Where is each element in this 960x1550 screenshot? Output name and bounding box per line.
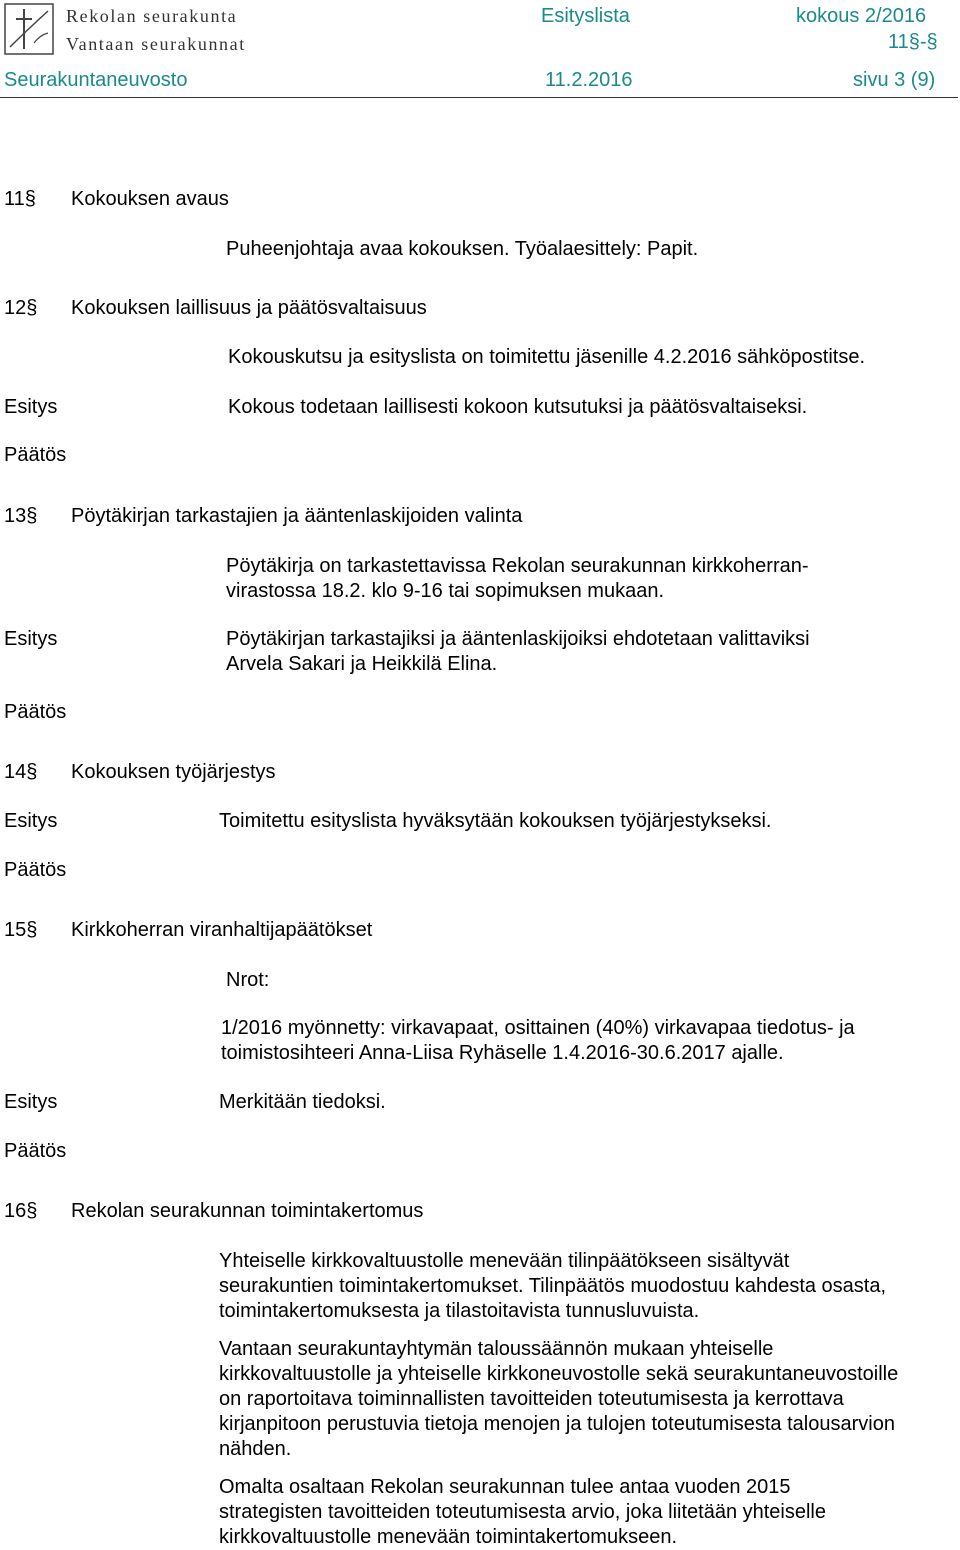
section-text-line: Pöytäkirja on tarkastettavissa Rekolan seurakunnan kirkkoherran-: [226, 555, 809, 577]
esitys-text: Toimitettu esityslista hyväksytään kokouksen työjärjestykseksi.: [219, 810, 772, 832]
section-number: 13§: [4, 505, 38, 527]
section-title: Kokouksen laillisuus ja päätösvaltaisuus: [71, 297, 427, 319]
section-body: [219, 1249, 899, 1550]
esitys-text-line: Arvela Sakari ja Heikkilä Elina.: [226, 653, 498, 675]
paragraph-range: 11§-§: [888, 31, 938, 53]
org-name-line2: Vantaan seurakunnat: [66, 34, 246, 54]
church-logo-icon: [4, 3, 54, 55]
section-title: Kokouksen työjärjestys: [71, 761, 276, 783]
paatos-label: Päätös: [4, 859, 67, 881]
paatos-label: Päätös: [4, 444, 67, 466]
org-name-line1: Rekolan seurakunta: [66, 6, 238, 26]
section-number: 12§: [4, 297, 38, 319]
section-text-line: 1/2016 myönnetty: virkavapaat, osittainen (40%) virkavapaa tiedotus- ja: [221, 1017, 855, 1039]
section-text: Puheenjohtaja avaa kokouksen. Työalaesittely: Papit.: [226, 238, 699, 260]
esitys-text: Merkitään tiedoksi.: [219, 1091, 386, 1113]
esitys-text-line: Pöytäkirjan tarkastajiksi ja ääntenlaskijoiksi ehdotetaan valittaviksi: [226, 628, 810, 650]
esitys-text: Kokous todetaan laillisesti kokoon kutsutuksi ja päätösvaltaiseksi.: [228, 396, 808, 418]
section-title: Rekolan seurakunnan toimintakertomus: [71, 1200, 424, 1222]
section-text-line: virastossa 18.2. klo 9-16 tai sopimuksen mukaan.: [226, 580, 664, 602]
paatos-label: Päätös: [4, 701, 67, 723]
meeting-number: kokous 2/2016: [796, 5, 927, 27]
section-text-line: toimistosihteeri Anna-Liisa Ryhäselle 1.4.2016-30.6.2017 ajalle.: [221, 1042, 784, 1064]
header-divider: [0, 97, 958, 98]
section-title: Kirkkoherran viranhaltijapäätökset: [71, 919, 373, 941]
section-number: 11§: [4, 188, 36, 210]
governing-body: Seurakuntaneuvosto: [4, 69, 188, 91]
doc-type: Esityslista: [541, 5, 630, 27]
page-number: sivu 3 (9): [853, 69, 936, 91]
section-number: 15§: [4, 919, 38, 941]
esitys-label: Esitys: [4, 1091, 58, 1113]
esitys-label: Esitys: [4, 628, 58, 650]
body-paragraph: Yhteiselle kirkkovaltuustolle menevään tilinpäätökseen sisältyvät seurakuntien toimintakertomukset. Tilinpäätös muodostuu kahdesta osasta, toimintakertomuksesta ja tilastoitavista tunnusluvuista.: [219, 1250, 887, 1322]
section-title: Kokouksen avaus: [71, 188, 229, 210]
esitys-label: Esitys: [4, 810, 58, 832]
section-number: 16§: [4, 1200, 38, 1222]
section-title: Pöytäkirjan tarkastajien ja ääntenlaskijoiden valinta: [71, 505, 523, 527]
meeting-date: 11.2.2016: [545, 69, 633, 91]
esitys-label: Esitys: [4, 396, 58, 418]
body-paragraph: Vantaan seurakuntayhtymän taloussäännön mukaan yhteiselle kirkkovaltuustolle ja yhteiselle kirkkoneuvostolle sekä seurakuntaneuvostoille on raportoitava toiminnallisten tavoitteiden toteutumisesta ja kerrottava kirjanpitoon perustuvia tietoja menojen ja tulojen toteutumisesta talousarvion nähden.: [219, 1338, 899, 1460]
numbers-label: Nrot:: [226, 969, 270, 991]
paatos-label: Päätös: [4, 1140, 67, 1162]
body-paragraph: Omalta osaltaan Rekolan seurakunnan tulee antaa vuoden 2015 strategisten tavoitteiden toteutumisesta arvio, joka liitetään yhteiselle kirkkovaltuustolle menevään toimintakertomukseen.: [219, 1476, 827, 1548]
section-text: Kokouskutsu ja esityslista on toimitettu jäsenille 4.2.2016 sähköpostitse.: [228, 346, 866, 368]
section-number: 14§: [4, 761, 38, 783]
